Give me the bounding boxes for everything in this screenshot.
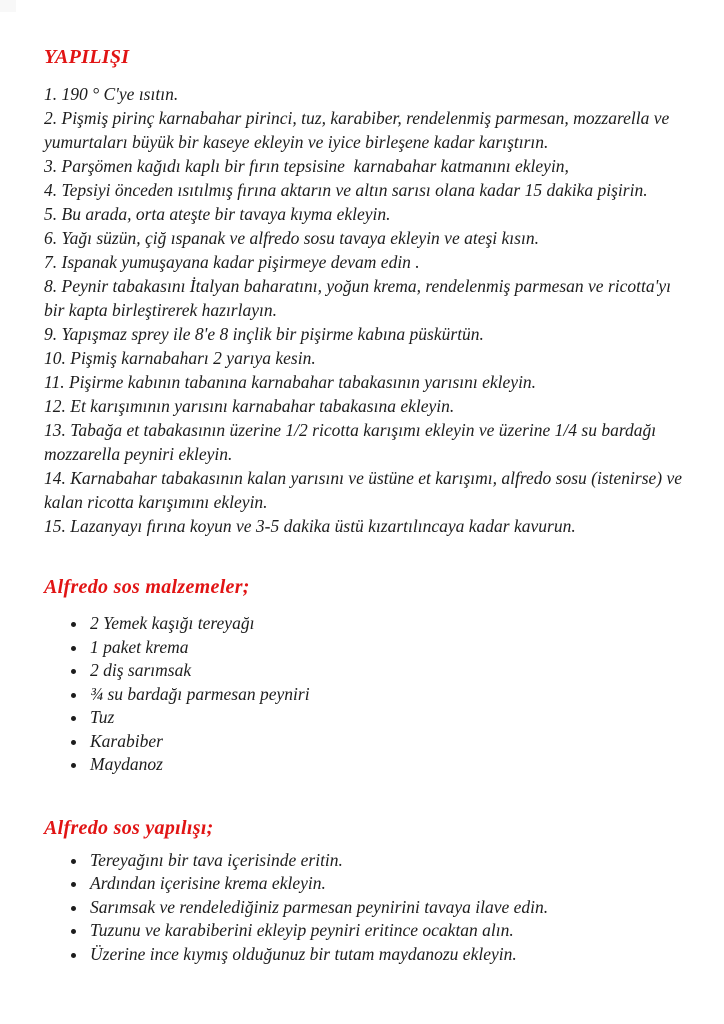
preparation-steps [44, 82, 687, 538]
ingredients-list [44, 612, 684, 777]
recipe-step: 7. Ispanak yumuşayana kadar pişirmeye devam edin . [44, 252, 420, 272]
recipe-step: 2. Pişmiş pirinç karnabahar pirinci, tuz, karabiber, rendelenmiş parmesan, mozzarella ve yumurtaları büyük bir kaseye ekleyin ve iyice birleşene kadar karıştırın. [44, 108, 674, 152]
sauce-instructions-heading: Alfredo sos yapılışı; [44, 816, 214, 839]
screenshot-corner-artifact [0, 0, 16, 12]
ingredient-item: • 2 Yemek kaşığı tereyağı [88, 612, 684, 636]
recipe-step: 3. Parşömen kağıdı kaplı bir fırın tepsisine karnabahar katmanını ekleyin, [44, 156, 569, 176]
sauce-step: • Tuzunu ve karabiberini ekleyip peyniri eritince ocaktan alın. [88, 919, 684, 943]
preparation-heading: YAPILIŞI [44, 46, 130, 68]
sauce-step: • Ardından içerisine krema ekleyin. [88, 872, 684, 896]
ingredient-item: • Karabiber [88, 730, 684, 754]
recipe-step: 9. Yapışmaz sprey ile 8'e 8 inçlik bir pişirme kabına püskürtün. [44, 324, 484, 344]
ingredient-item: • Tuz [88, 706, 684, 730]
ingredients-heading: Alfredo sos malzemeler; [44, 576, 250, 598]
recipe-step: 5. Bu arada, orta ateşte bir tavaya kıyma ekleyin. [44, 204, 391, 224]
recipe-step: 12. Et karışımının yarısını karnabahar tabakasına ekleyin. [44, 396, 455, 416]
sauce-step: • Sarımsak ve rendelediğiniz parmesan peynirini tavaya ilave edin. [88, 896, 684, 920]
recipe-step: 13. Tabağa et tabakasının üzerine 1/2 ricotta karışımı ekleyin ve üzerine 1/4 su bardağı mozzarella peyniri ekleyin. [44, 420, 661, 464]
recipe-step: 14. Karnabahar tabakasının kalan yarısını ve üstüne et karışımı, alfredo sosu (istenirse) ve kalan ricotta karışımını ekleyin. [44, 468, 687, 512]
recipe-step: 6. Yağı süzün, çiğ ıspanak ve alfredo sosu tavaya ekleyin ve ateşi kısın. [44, 228, 539, 248]
ingredient-item: • Maydanoz [88, 753, 684, 777]
sauce-step: • Tereyağını bir tava içerisinde eritin. [88, 849, 684, 873]
sauce-step: • Üzerine ince kıymış olduğunuz bir tutam maydanozu ekleyin. [88, 943, 684, 967]
ingredient-item: • 1 paket krema [88, 636, 684, 660]
sauce-instructions-list [44, 849, 684, 967]
recipe-step: 4. Tepsiyi önceden ısıtılmış fırına aktarın ve altın sarısı olana kadar 15 dakika pişirin. [44, 180, 648, 200]
recipe-step: 8. Peynir tabakasını İtalyan baharatını, yoğun krema, rendelenmiş parmesan ve ricotta'yı bir kapta birleştirerek hazırlayın. [44, 276, 676, 320]
ingredient-item: • 2 diş sarımsak [88, 659, 684, 683]
recipe-step: 15. Lazanyayı fırına koyun ve 3-5 dakika üstü kızartılıncaya kadar kavurun. [44, 516, 576, 536]
recipe-document [44, 45, 687, 966]
recipe-step: 10. Pişmiş karnabaharı 2 yarıya kesin. [44, 348, 316, 368]
recipe-step: 1. 190 ° C'ye ısıtın. [44, 84, 179, 104]
ingredient-item: • ¾ su bardağı parmesan peyniri [88, 683, 684, 707]
recipe-step: 11. Pişirme kabının tabanına karnabahar tabakasının yarısını ekleyin. [44, 372, 537, 392]
